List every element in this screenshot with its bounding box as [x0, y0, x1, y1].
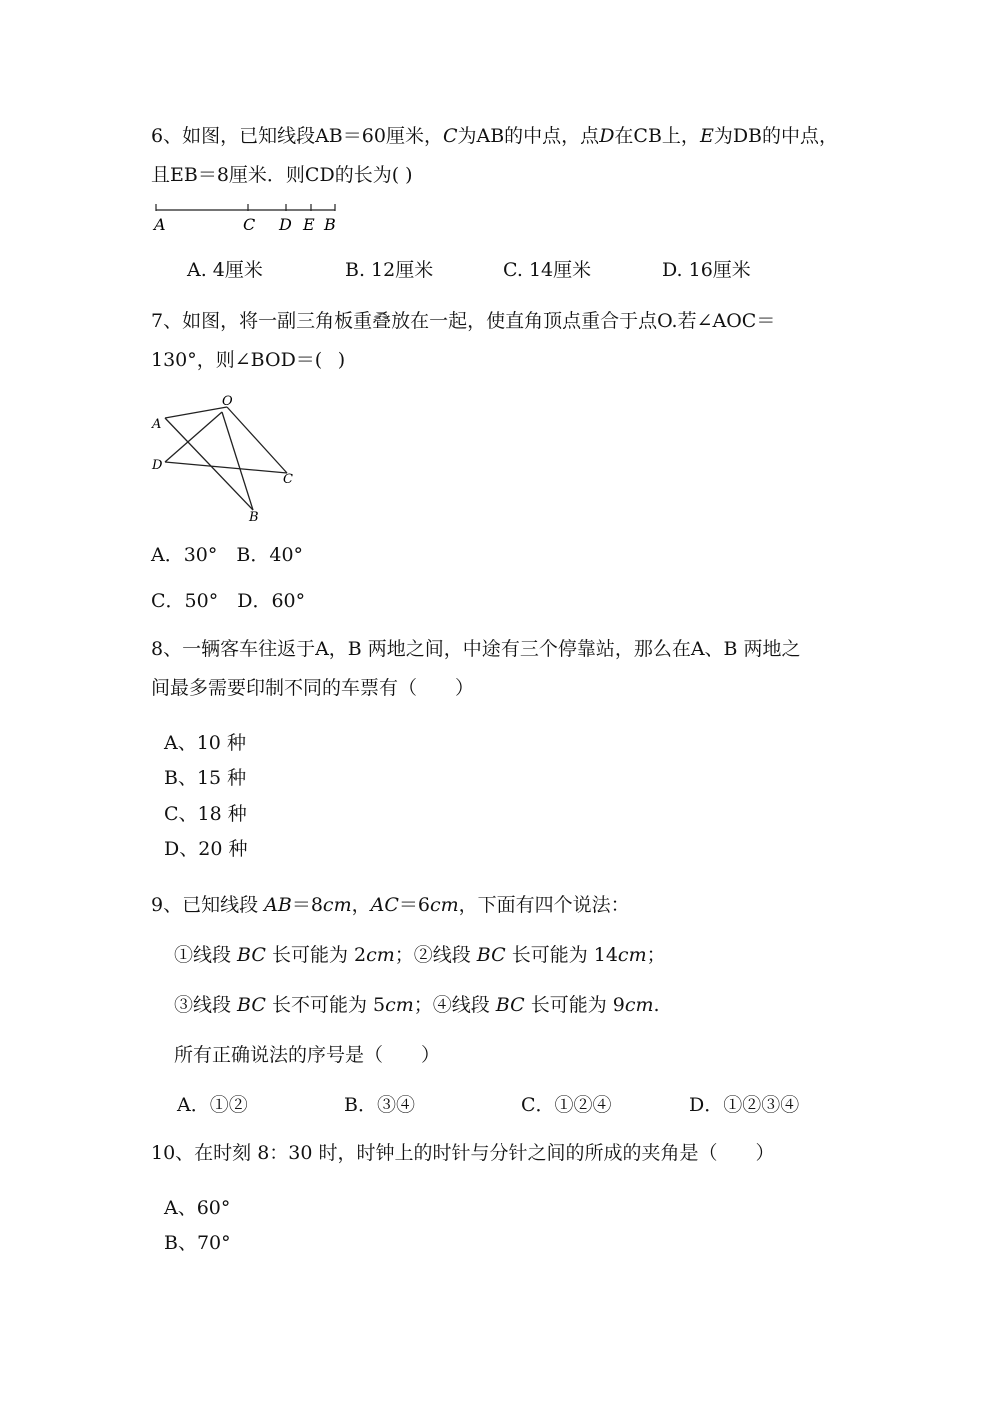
q6-label-b: B: [324, 215, 336, 234]
q7-label-d: D: [152, 458, 163, 473]
q9-stem-e: ，: [351, 894, 371, 916]
q10-option-b: B、70°: [164, 1232, 231, 1254]
q9-s3-a: ③线段: [174, 994, 238, 1016]
q8-option-a: A、10 种: [164, 732, 246, 754]
q6-option-d: D. 16厘米: [662, 259, 751, 281]
q6-line1-a: 6、如图，已知线段AB＝60厘米，: [151, 125, 443, 147]
q9-stem: [151, 893, 630, 917]
q9-stem-a: 9、已知线段: [151, 894, 265, 916]
q6-segment-figure: [152, 200, 352, 240]
q6-label-e: E: [303, 215, 315, 234]
q9-s1-bc: BC: [237, 944, 266, 966]
q9-s4-unit: cm: [624, 994, 654, 1016]
q8-option-b: B、15 种: [164, 767, 247, 789]
q6-point-c: C: [442, 125, 458, 147]
q9-stem-ac: AC: [370, 894, 399, 916]
q9-s1-g: 长可能为 14: [505, 944, 618, 966]
q7-label-b: B: [249, 510, 259, 525]
q9-s3-bc: BC: [237, 994, 266, 1016]
q9-s3-i: .: [653, 994, 660, 1016]
q6-line2: 且EB＝8厘米．则CD的长为( ): [151, 164, 413, 186]
q7-triangle-figure: [148, 390, 308, 525]
q7-line1: 7、如图，将一副三角板重叠放在一起，使直角顶点重合于点O.若∠AOC＝: [151, 310, 776, 332]
q9-s1-unit: cm: [366, 944, 395, 966]
q8-line2: 间最多需要印制不同的车票有（ ）: [151, 677, 475, 699]
q7-label-c: C: [283, 472, 293, 487]
q9-option-b: B．③④: [344, 1094, 415, 1116]
q9-stem-unit2: cm: [429, 894, 459, 916]
q6-option-b: B. 12厘米: [345, 259, 434, 281]
q9-stem-g: ＝6: [398, 894, 430, 916]
q9-stem-unit1: cm: [322, 894, 352, 916]
q7-label-a: A: [152, 417, 162, 432]
q9-s1-i: ；: [646, 944, 666, 966]
q9-s1-c: 长可能为 2: [265, 944, 367, 966]
q9-s1-e: ；②线段: [394, 944, 477, 966]
q9-s3-g: 长可能为 9: [524, 994, 625, 1016]
q7-options-row1: A．30° B．40°: [151, 544, 304, 566]
q9-option-d: D．①②③④: [689, 1094, 800, 1116]
q9-stem-ab: AB: [264, 894, 292, 916]
q9-option-c: C．①②④: [521, 1094, 612, 1116]
q9-s3-e: ；④线段: [413, 994, 496, 1016]
q9-s2-unit: cm: [617, 944, 647, 966]
q6-point-e: E: [699, 125, 714, 147]
q9-s1-a: ①线段: [174, 944, 238, 966]
q9-s3-c: 长不可能为 5: [265, 994, 386, 1016]
q6-point-d: D: [599, 125, 615, 147]
q7-options-row2: C．50° D．60°: [151, 590, 306, 612]
q6-label-a: A: [154, 215, 166, 234]
q9-s4-bc: BC: [495, 994, 525, 1016]
q6-line1-e: 在CB上，: [614, 125, 700, 147]
q6-label-d: D: [279, 215, 292, 234]
q6-line1-c: 为AB的中点，点: [457, 125, 600, 147]
q6-label-c: C: [243, 215, 256, 234]
q8-option-c: C、18 种: [164, 803, 247, 825]
q7-label-o: O: [222, 394, 233, 409]
q6-line1: [151, 124, 838, 148]
q9-stem-i: ，下面有四个说法：: [458, 894, 630, 916]
q8-line1: 8、一辆客车往返于A，B 两地之间，中途有三个停靠站，那么在A、B 两地之: [151, 638, 801, 660]
q9-option-a: A．①②: [177, 1094, 248, 1116]
q8-option-d: D、20 种: [164, 838, 248, 860]
q9-s3-unit: cm: [385, 994, 414, 1016]
q9-stem-c: ＝8: [291, 894, 323, 916]
q9-ask: 所有正确说法的序号是（ ）: [174, 1044, 441, 1066]
q9-s2-bc: BC: [476, 944, 506, 966]
q6-line1-g: 为DB的中点，: [713, 125, 839, 147]
q6-option-a: A. 4厘米: [187, 259, 263, 281]
q7-line2: 130°，则∠BOD＝( ): [151, 349, 346, 371]
q10-line1: 10、在时刻 8：30 时，时钟上的时针与分针之间的所成的夹角是（ ）: [151, 1142, 775, 1164]
q9-statements-1-2: [174, 943, 666, 967]
q10-option-a: A、60°: [164, 1197, 231, 1219]
q9-statements-3-4: [174, 993, 660, 1017]
q6-option-c: C. 14厘米: [503, 259, 592, 281]
